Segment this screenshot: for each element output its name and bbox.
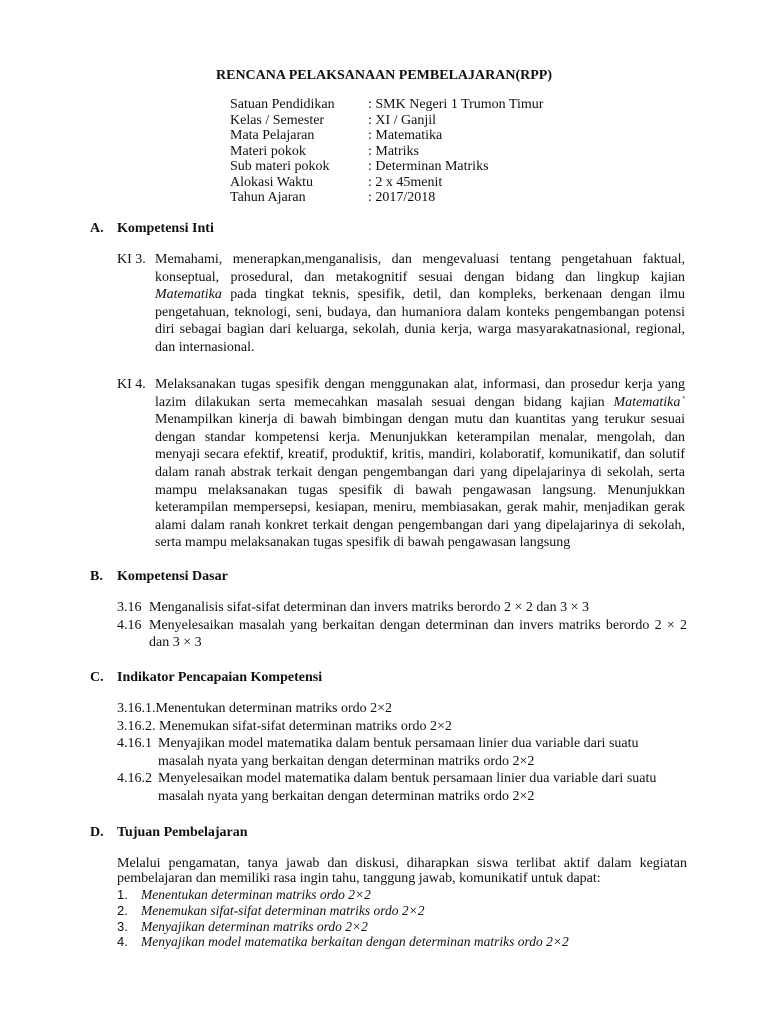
ki3-label: KI 3.: [117, 252, 146, 267]
tujuan-text: Menentukan determinan matriks ordo 2×2: [141, 887, 371, 902]
info-value: : SMK Negeri 1 Trumon Timur: [368, 97, 544, 112]
tujuan-item: [117, 934, 687, 950]
tujuan-list: [117, 887, 687, 950]
tujuan-number: 3.: [117, 918, 128, 934]
indikator-item: 3.16.1.Menentukan determinan matriks ordo 2×2: [117, 701, 393, 716]
ki3-text-b: pada tingkat teknis, spesifik, detil, dan kompleks, berkenaan dengan ilmu pengetahuan, teknologi, seni, budaya, dan humaniora dalam konteks pengembangan potensi diri sebagai bagian dari keluarga, sekolah, dunia kerja, warga masyarakatnasional, regional, dan internasional.: [155, 287, 685, 355]
section-title: Tujuan Pembelajaran: [117, 825, 248, 840]
kd-text: Menyelesaikan masalah yang berkaitan dengan determinan dan invers matriks berordo 2 × 2 dan 3 × 3: [149, 617, 687, 650]
ki4-italic: Matematika`: [613, 394, 685, 410]
info-label: Mata Pelajaran: [230, 128, 315, 143]
info-value: : XI / Ganjil: [368, 112, 437, 128]
info-row: [230, 113, 543, 129]
info-label: Alokasi Waktu: [230, 174, 313, 190]
ki4-text-a: Melaksanakan tugas spesifik dengan menggunakan alat, informasi, dan prosedur kerja yang lazim dilakukan serta memecahkan masalah sesuai dengan bidang kajian: [155, 377, 685, 410]
section-letter: D.: [90, 825, 104, 840]
kd-list: [117, 599, 687, 652]
section-title: Indikator Pencapaian Kompetensi: [117, 670, 323, 685]
kd-number: 4.16: [117, 617, 142, 633]
info-row: [230, 175, 543, 191]
section-title: Kompetensi Inti: [117, 221, 214, 236]
kd-item: [117, 599, 687, 617]
info-label: Kelas / Semester: [230, 112, 325, 128]
info-label: Sub materi pokok: [230, 159, 330, 174]
tujuan-item: [117, 903, 687, 919]
section-a-heading: [90, 221, 214, 237]
info-table: [230, 97, 543, 206]
section-d-heading: [90, 825, 248, 841]
info-row: [230, 144, 543, 160]
section-b-heading: [90, 569, 228, 585]
indikator-number: 4.16.2: [117, 771, 152, 786]
tujuan-text: Menyajikan model matematika berkaitan dengan determinan matriks ordo 2×2: [141, 934, 569, 950]
section-c-heading: [90, 670, 322, 686]
info-label: Materi pokok: [230, 143, 306, 159]
section-title: Kompetensi Dasar: [117, 569, 228, 584]
ki3-italic: Matematika: [155, 287, 222, 303]
indikator-continuation: masalah nyata yang berkaitan dengan determinan matriks ordo 2×2: [158, 788, 535, 804]
tujuan-item: [117, 919, 687, 935]
ki3-text-a: Memahami, menerapkan,menganalisis, dan mengevaluasi tentang pengetahuan faktual, konseptual, prosedural, dan metakognitif sesuai dengan bidang dan lingkup kajian: [155, 252, 685, 285]
kd-item: [117, 617, 687, 652]
info-row: [230, 159, 543, 175]
kd-text: Menganalisis sifat-sifat determinan dan invers matriks berordo 2 × 2 dan 3 × 3: [149, 600, 589, 615]
indikator-text: Menyajikan model matematika dalam bentuk persamaan linier dua variable dari suatu: [158, 736, 639, 751]
indikator-item: [117, 735, 687, 753]
ki4-paragraph: [117, 376, 685, 552]
indikator-item: [117, 770, 687, 788]
ki3-paragraph: [117, 251, 685, 357]
tujuan-number: 4.: [117, 934, 128, 950]
section-letter: B.: [90, 569, 103, 584]
info-row: [230, 128, 543, 144]
tujuan-number: 1.: [117, 887, 128, 902]
ki4-text-b: Menampilkan kinerja di bawah bimbingan dengan mutu dan kuantitas yang terukur sesuai dengan standar kompetensi kerja. Menunjukkan keterampilan menalar, mengolah, dan menyaji secara efektif, kreatif, produktif, kritis, mandiri, kolaboratif, komunikatif, dan solutif dalam ranah abstrak terkait dengan pengembangan dari yang dipelajarinya di sekolah, serta mampu melaksanakan tugas spesifik di bawah pengawasan langsung. Menunjukkan keterampilan mempersepsi, kesiapan, meniru, membiasakan, gerak mahir, menjadikan gerak alami dalam ranah konkret terkait dengan pengembangan dari yang dipelajarinya di sekolah, serta mampu melaksanakan tugas spesifik di bawah pengawasan langsung: [155, 412, 685, 551]
info-row: [230, 97, 543, 113]
tujuan-text: Menemukan sifat-sifat determinan matriks ordo 2×2: [141, 902, 425, 918]
info-label: Satuan Pendidikan: [230, 97, 335, 112]
kd-number: 3.16: [117, 600, 142, 615]
indikator-item: 3.16.2. Menemukan sifat-sifat determinan matriks ordo 2×2: [117, 718, 452, 734]
info-value: : Matriks: [368, 143, 419, 159]
info-value: : Determinan Matriks: [368, 159, 489, 174]
tujuan-number: 2.: [117, 902, 128, 918]
section-letter: C.: [90, 670, 104, 685]
info-row: [230, 190, 543, 206]
indikator-continuation: masalah nyata yang berkaitan dengan determinan matriks ordo 2×2: [158, 753, 535, 769]
indikator-number: 4.16.1: [117, 736, 152, 751]
info-value: : 2017/2018: [368, 190, 436, 205]
indikator-text: Menyelesaikan model matematika dalam bentuk persamaan linier dua variable dari suatu: [158, 771, 657, 786]
section-letter: A.: [90, 221, 104, 236]
indikator-list: [117, 700, 687, 805]
info-label: Tahun Ajaran: [230, 190, 306, 205]
info-value: : 2 x 45menit: [368, 174, 443, 190]
document-title: RENCANA PELAKSANAAN PEMBELAJARAN(RPP): [216, 68, 552, 83]
info-value: : Matematika: [368, 128, 443, 143]
tujuan-item: [117, 887, 687, 903]
tujuan-intro: Melalui pengamatan, tanya jawab dan diskusi, diharapkan siswa terlibat aktif dalam kegiatan pembelajaran dan memiliki rasa ingin tahu, tanggung jawab, komunikatif untuk dapat:: [117, 856, 687, 886]
ki4-label: KI 4.: [117, 377, 146, 392]
tujuan-text: Menyajikan determinan matriks ordo 2×2: [141, 918, 368, 934]
